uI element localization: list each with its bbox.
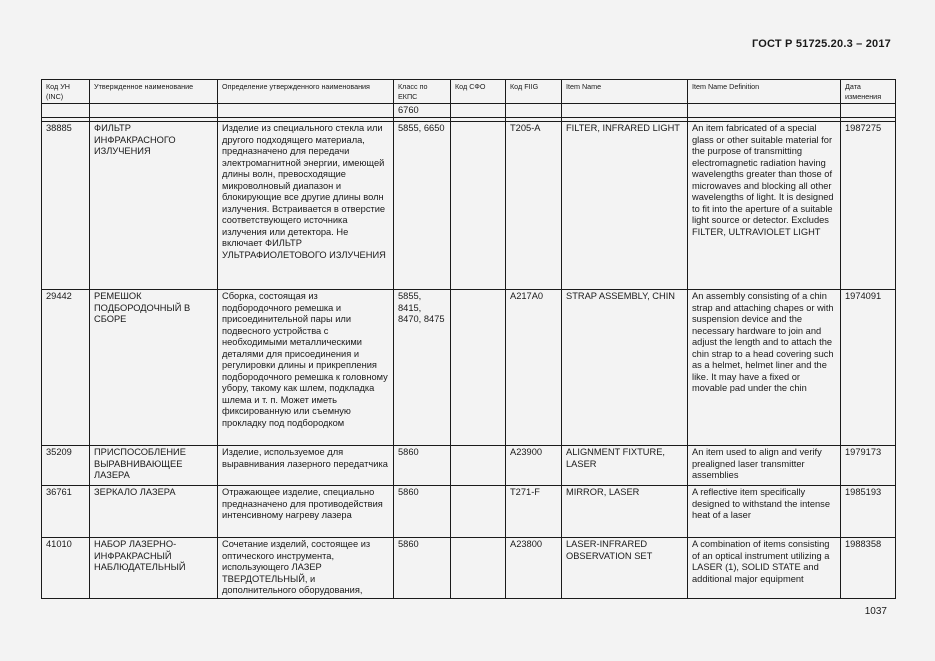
cell-inc: 38885 [42, 122, 90, 290]
col-header-item-name: Item Name [562, 80, 688, 104]
cell-item-name: STRAP ASSEMBLY, CHIN [562, 290, 688, 446]
cell-definition-ru: Отражающее изделие, специально предназначено для противодействия интенсивному нагреву лазера [218, 486, 394, 538]
cell-date: 1988358 [841, 538, 896, 599]
table-row [42, 446, 896, 486]
table-row [42, 486, 896, 538]
cell-ekps: 5860 [394, 446, 451, 486]
cell-fiig: A23800 [506, 538, 562, 599]
col-header-definition-ru: Определение утвержденного наименования [218, 80, 394, 104]
cell-name-ru: НАБОР ЛАЗЕРНО-ИНФРАКРАСНЫЙ НАБЛЮДАТЕЛЬНЫЙ [90, 538, 218, 599]
table-row [42, 122, 896, 290]
cell-item-definition: A reflective item specifically designed to withstand the intense heat of a laser [688, 486, 841, 538]
cell-item-name: FILTER, INFRARED LIGHT [562, 122, 688, 290]
col-header-item-definition: Item Name Definition [688, 80, 841, 104]
cell-item-name: LASER-INFRARED OBSERVATION SET [562, 538, 688, 599]
cell-date: 1987275 [841, 122, 896, 290]
cell-item-definition: An item used to align and verify prealigned laser transmitter assemblies [688, 446, 841, 486]
cell-name-ru: ЗЕРКАЛО ЛАЗЕРА [90, 486, 218, 538]
continuation-row [42, 104, 896, 118]
cell-sfo [451, 486, 506, 538]
cell-item-definition: An item fabricated of a special glass or other suitable material for the purpose of transmitting electromagnetic radiation having wavelengths greater than those of microwaves and blocking all other wavelengths of light. It is designed to fit into the aperture of a suitable light source or detector. Excludes FILTER, ULTRAVIOLET LIGHT [688, 122, 841, 290]
col-header-inc: Код УН (INC) [42, 80, 90, 104]
cell-ekps: 5855, 6650 [394, 122, 451, 290]
cell-definition-ru: Сборка, состоящая из подбородочного ремешка и присоединительной пары или подвесного устройства с необходимыми металлическими деталями для присоединения и регулировки длины и прикрепления подбородочного ремешка к головному убору, такому как шлем, подкладка шлема и т. п. Может иметь фиксированную или съемную прокладку под подбородком [218, 290, 394, 446]
cell-name-ru: ФИЛЬТР ИНФРАКРАСНОГО ИЗЛУЧЕНИЯ [90, 122, 218, 290]
col-header-date: Дата изменения [841, 80, 896, 104]
data-table [41, 79, 896, 599]
cell-sfo [451, 290, 506, 446]
cell-date: 1974091 [841, 290, 896, 446]
cell-fiig: T271-F [506, 486, 562, 538]
cell-item-definition: An assembly consisting of a chin strap and attaching chapes or with suspension device and the necessary hardware to join and adjust the length and to attach the chin strap to a head covering such as a helmet, helmet liner and the like. It may have a fixed or movable pad under the chin [688, 290, 841, 446]
cell-sfo [451, 446, 506, 486]
cell-item-definition: A combination of items consisting of an optical instrument utilizing a LASER (1), SOLID STATE and additional major equipment [688, 538, 841, 599]
cell-fiig: T205-A [506, 122, 562, 290]
col-header-sfo: Код СФО [451, 80, 506, 104]
cell-inc: 35209 [42, 446, 90, 486]
cell-fiig: A217A0 [506, 290, 562, 446]
cell-date: 1979173 [841, 446, 896, 486]
cell-sfo [451, 122, 506, 290]
cell-name-ru: РЕМЕШОК ПОДБОРОДОЧНЫЙ В СБОРЕ [90, 290, 218, 446]
continuation-ekps: 6760 [394, 104, 451, 118]
cell-date: 1985193 [841, 486, 896, 538]
cell-item-name: MIRROR, LASER [562, 486, 688, 538]
cell-definition-ru: Изделие, используемое для выравнивания лазерного передатчика [218, 446, 394, 486]
cell-ekps: 5855, 8415, 8470, 8475 [394, 290, 451, 446]
page-number: 1037 [864, 606, 887, 617]
table-row [42, 538, 896, 599]
col-header-fiig: Код FIIG [506, 80, 562, 104]
cell-name-ru: ПРИСПОСОБЛЕНИЕ ВЫРАВНИВАЮЩЕЕ ЛАЗЕРА [90, 446, 218, 486]
col-header-name-ru: Утвержденное наименование [90, 80, 218, 104]
table-header-row [42, 80, 896, 104]
cell-inc: 41010 [42, 538, 90, 599]
cell-sfo [451, 538, 506, 599]
cell-definition-ru: Сочетание изделий, состоящее из оптического инструмента, использующего ЛАЗЕР ТВЕРДОТЕЛЬНЫЙ, и дополнительного оборудования, [218, 538, 394, 599]
cell-inc: 29442 [42, 290, 90, 446]
cell-ekps: 5860 [394, 538, 451, 599]
cell-item-name: ALIGNMENT FIXTURE, LASER [562, 446, 688, 486]
cell-inc: 36761 [42, 486, 90, 538]
document-header: ГОСТ Р 51725.20.3 – 2017 [751, 38, 891, 50]
table-row [42, 290, 896, 446]
cell-fiig: A23900 [506, 446, 562, 486]
cell-definition-ru: Изделие из специального стекла или другого подходящего материала, предназначено для передачи электромагнитной энергии, имеющей длины волн, превосходящие микроволновый диапазон и блокирующие все другие длины волн излучения. Встраивается в отверстие соответствующего источника излучения или детектора. Не включает ФИЛЬТР УЛЬТРАФИОЛЕТОВОГО ИЗЛУЧЕНИЯ [218, 122, 394, 290]
cell-ekps: 5860 [394, 486, 451, 538]
col-header-ekps: Класс по ЕКПС [394, 80, 451, 104]
